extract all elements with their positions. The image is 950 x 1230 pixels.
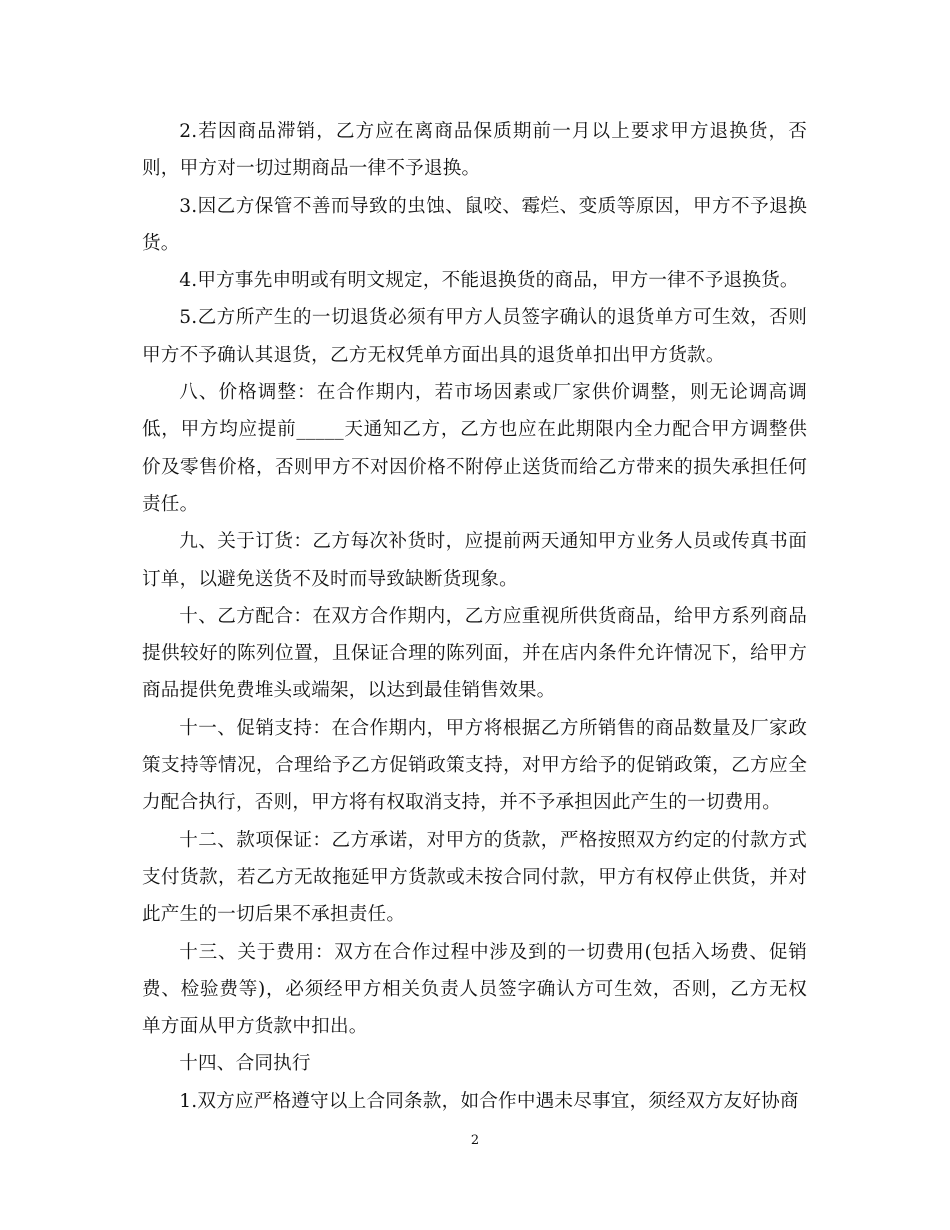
paragraph-price-adjustment: 八、价格调整：在合作期内，若市场因素或厂家供价调整，则无论调高调低，甲方均应提前_____天通知乙方，乙方也应在此期限内全力配合甲方调整供价及零售价格，否则甲方不对因价格不附停止送货而给乙方带来的损失承担任何责任。 (142, 382, 807, 515)
paragraph-payment-guarantee: 十二、款项保证：乙方承诺，对甲方的货款，严格按照双方约定的付款方式支付货款，若乙方无故拖延甲方货款或未按合同付款，甲方有权停止供货，并对此产生的一切后果不承担责任。 (142, 829, 807, 926)
paragraph-promotion-support: 十一、促销支持：在合作期内，甲方将根据乙方所销售的商品数量及厂家政策支持等情况，合理给予乙方促销政策支持，对甲方给予的促销政策，乙方应全力配合执行，否则，甲方将有权取消支持，并不予承担因此产生的一切费用。 (142, 717, 807, 814)
document-body (142, 113, 807, 1120)
paragraph-fees: 十三、关于费用：双方在合作过程中涉及到的一切费用(包括入场费、促销费、检验费等)，必须经甲方相关负责人员签字确认方可生效，否则，乙方无权单方面从甲方货款中扣出。 (142, 941, 807, 1038)
paragraph-contract-execution-heading: 十四、合同执行 (179, 1053, 311, 1075)
paragraph-ordering: 九、关于订货：乙方每次补货时，应提前两天通知甲方业务人员或传真书面订单，以避免送货不及时而导致缺断货现象。 (142, 531, 807, 590)
paragraph-contract-execution-item-1: 1.双方应严格遵守以上合同条款，如合作中遇未尽事宜，须经双方友好协商 (179, 1090, 799, 1112)
paragraph-return-exclusions: 4.甲方事先申明或有明文规定，不能退换货的商品，甲方一律不予退换货。 (179, 270, 799, 292)
page-number: 2 (470, 1133, 480, 1148)
paragraph-cooperation: 十、乙方配合：在双方合作期内，乙方应重视所供货商品，给甲方系列商品提供较好的陈列位置，且保证合理的陈列面，并在店内条件允许情况下，给甲方商品提供免费堆头或端架，以达到最佳销售效果。 (142, 605, 807, 702)
paragraph-return-unsold: 2.若因商品滞销，乙方应在离商品保质期前一月以上要求甲方退换货，否则，甲方对一切过期商品一律不予退换。 (142, 121, 807, 180)
paragraph-return-damage: 3.因乙方保管不善而导致的虫蚀、鼠咬、霉烂、变质等原因，甲方不予退换货。 (142, 195, 807, 254)
paragraph-return-confirmation: 5.乙方所产生的一切退货必须有甲方人员签字确认的退货单方可生效，否则甲方不予确认其退货，乙方无权凭单方面出具的退货单扣出甲方货款。 (142, 307, 807, 366)
